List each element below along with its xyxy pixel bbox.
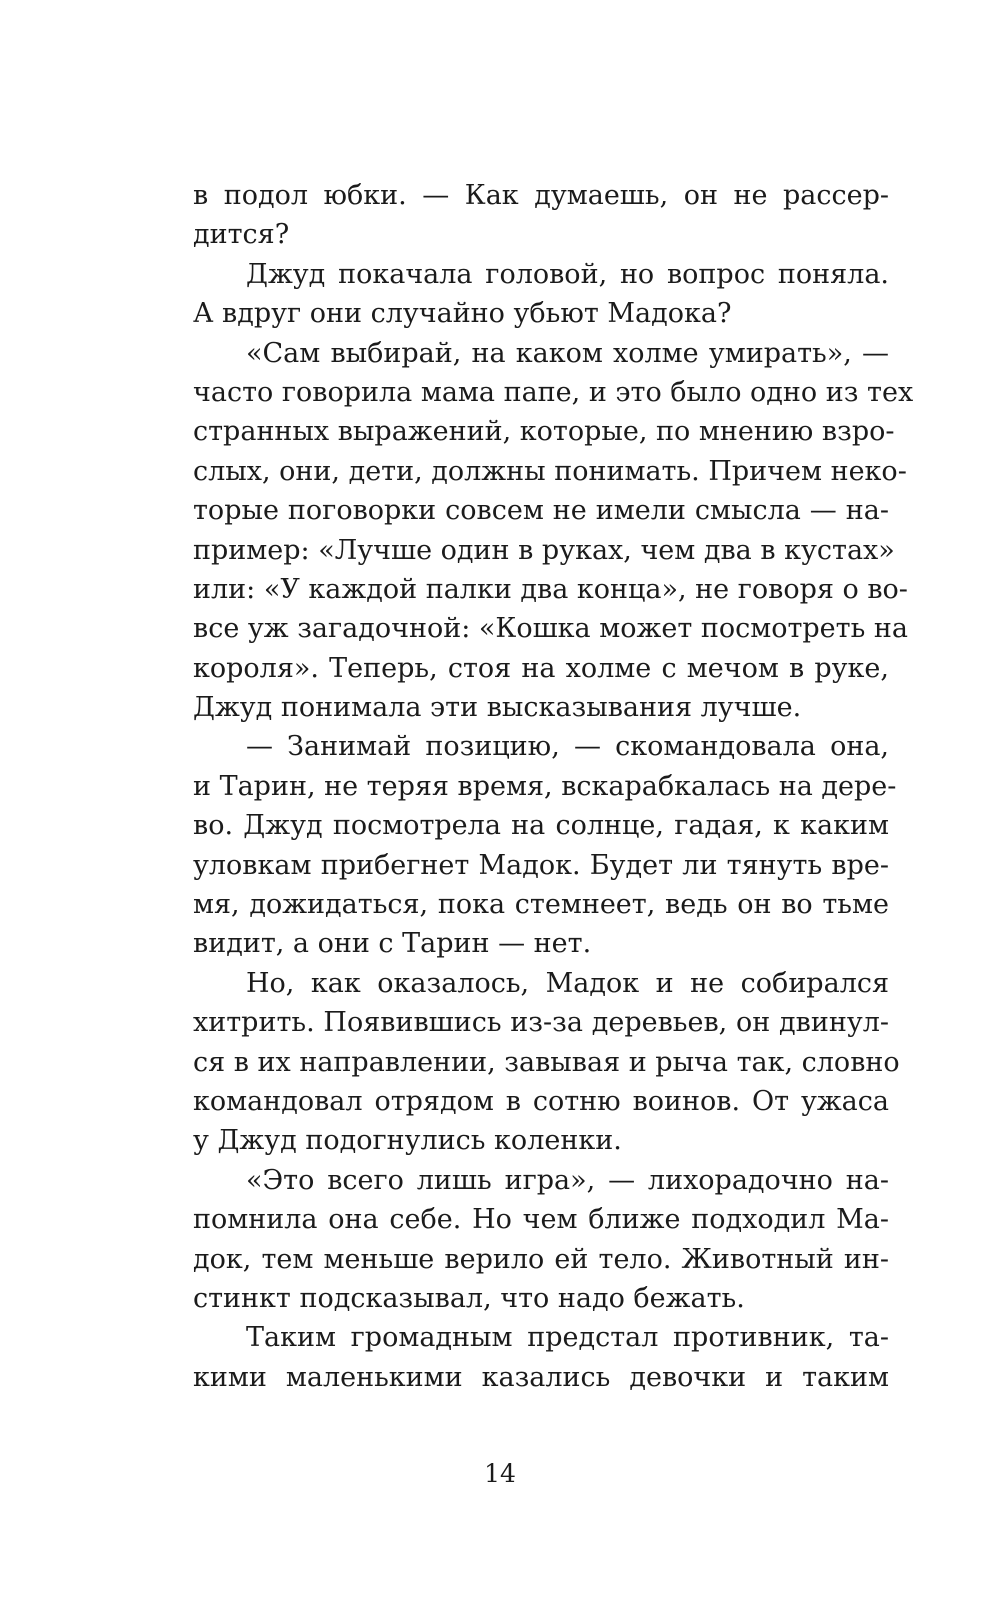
text-line: или: «У каждой палки два конца», не говоря о во- bbox=[193, 573, 908, 605]
text-line: и Тарин, не теряя время, вскарабкалась на дере- bbox=[193, 770, 897, 802]
text-line: помнила она себе. Но чем ближе подходил Ма- bbox=[193, 1204, 889, 1236]
text-line: — Занимай позицию, — скомандовала она, bbox=[246, 731, 889, 763]
text-line: док, тем меньше верило ей тело. Животный ин- bbox=[193, 1243, 889, 1275]
text-line: уловкам прибегнет Мадок. Будет ли тянуть вре- bbox=[193, 849, 889, 881]
text-line: часто говорила мама папе, и это было одно из тех bbox=[193, 376, 914, 408]
text-line: слых, они, дети, должны понимать. Причем неко- bbox=[193, 455, 907, 487]
text-line: командовал отрядом в сотню воинов. От ужаса bbox=[193, 1085, 889, 1117]
text-line: все уж загадочной: «Кошка может посмотреть на bbox=[193, 613, 908, 645]
text-line: странных выражений, которые, по мнению взро- bbox=[193, 416, 895, 448]
text-line: Таким громадным предстал противник, та- bbox=[246, 1322, 889, 1354]
text-line: во. Джуд посмотрела на солнце, гадая, к каким bbox=[193, 810, 889, 842]
text-line: пример: «Лучше один в руках, чем два в кустах» bbox=[193, 534, 895, 566]
text-line: А вдруг они случайно убьют Мадока? bbox=[193, 298, 732, 330]
text-line: торые поговорки совсем не имели смысла — на- bbox=[193, 495, 889, 527]
text-line: в подол юбки. — Как думаешь, он не рассер- bbox=[193, 180, 889, 211]
text-line: Но, как оказалось, Мадок и не собирался bbox=[246, 967, 889, 999]
text-line: хитрить. Появившись из-за деревьев, он двинул- bbox=[193, 1007, 889, 1039]
text-line: мя, дожидаться, пока стемнеет, ведь он во тьме bbox=[193, 889, 889, 921]
text-line: короля». Теперь, стоя на холме с мечом в руке, bbox=[193, 652, 889, 684]
text-line: кими маленькими казались девочки и таким bbox=[193, 1361, 889, 1393]
body-text bbox=[193, 176, 914, 1397]
text-line: видит, а они с Тарин — нет. bbox=[193, 928, 592, 960]
text-line: ся в их направлении, завывая и рыча так, словно bbox=[193, 1046, 900, 1078]
text-line: Джуд покачала головой, но вопрос поняла. bbox=[246, 258, 889, 290]
text-line: дится? bbox=[193, 219, 290, 251]
text-line: «Это всего лишь игра», — лихорадочно на- bbox=[246, 1164, 889, 1196]
text-line: «Сам выбирай, на каком холме умирать», — bbox=[246, 337, 889, 369]
page-number: 14 bbox=[484, 1459, 516, 1488]
text-line: стинкт подсказывал, что надо бежать. bbox=[193, 1282, 745, 1314]
text-line: Джуд понимала эти высказывания лучше. bbox=[193, 692, 802, 724]
text-line: у Джуд подогнулись коленки. bbox=[193, 1125, 622, 1157]
